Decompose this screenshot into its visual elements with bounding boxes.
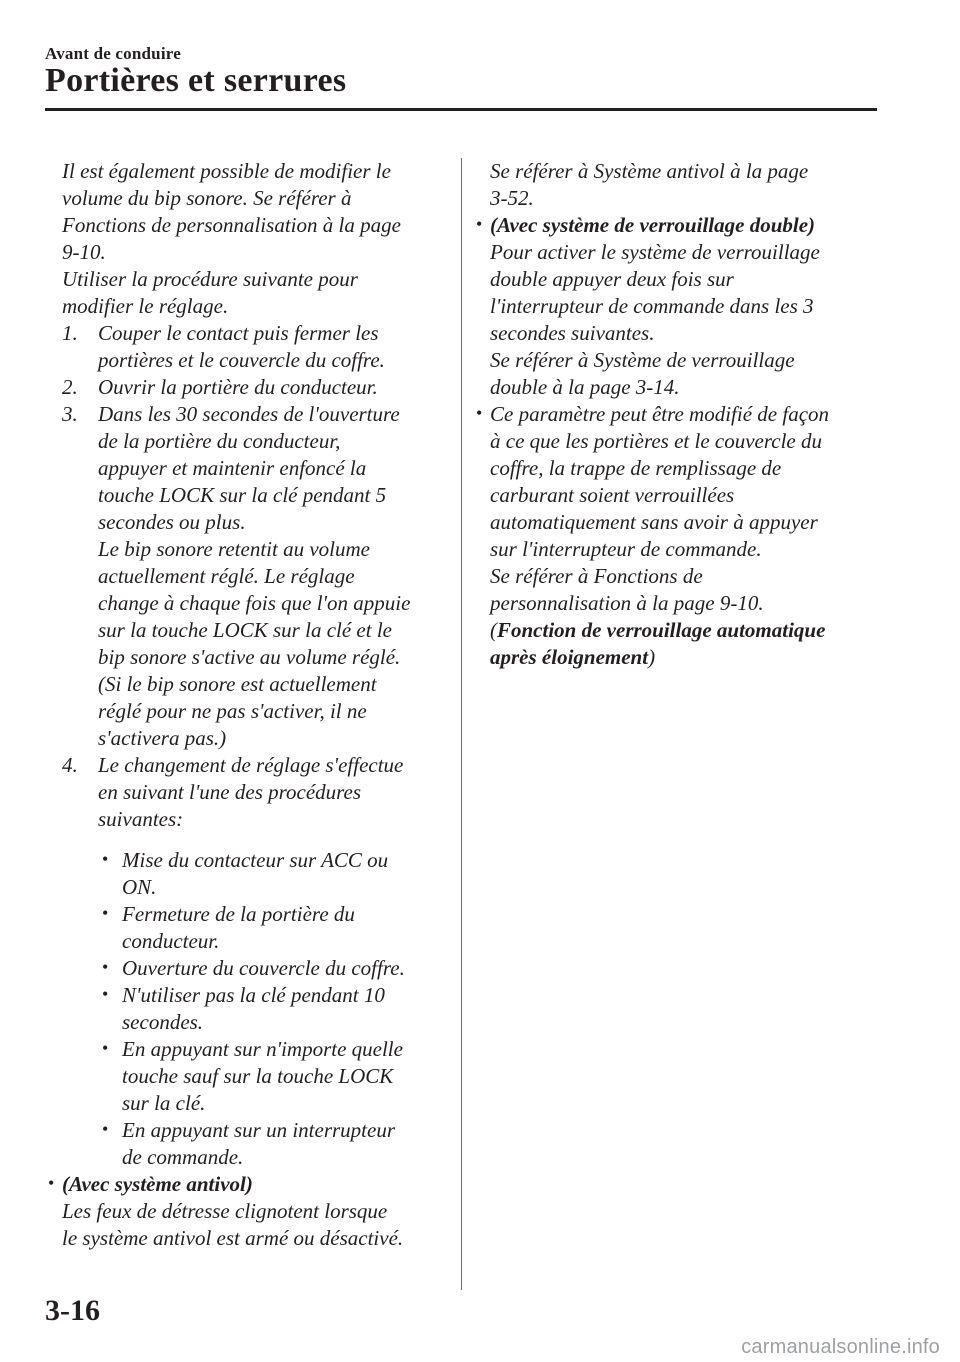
double-lock-heading (476, 212, 882, 239)
text-line: (Si le bip sonore est actuellement (98, 672, 377, 696)
section-label: Avant de conduire (45, 44, 181, 63)
paren-close: ) (648, 645, 656, 669)
text-line: Utiliser la procédure suivante pour (62, 267, 358, 291)
double-lock-paragraph (490, 239, 882, 401)
step-1 (62, 320, 462, 374)
text-line: secondes ou plus. (98, 510, 246, 534)
list-item (102, 955, 462, 982)
text-line: suivantes: (98, 807, 184, 831)
heading-bold: Fonction de verrouillage automatique (497, 618, 826, 642)
text-line: bip sonore s'active au volume réglé. (98, 645, 401, 669)
text-line: Les feux de détresse clignotent lorsque (62, 1199, 388, 1223)
note-heading: (Avec système antivol) (62, 1172, 253, 1196)
list-item (102, 901, 462, 955)
text-line: Le changement de réglage s'effectue (98, 753, 404, 777)
text-line: Se référer à Système de verrouillage (490, 348, 795, 372)
text-line: carburant soient verrouillées (490, 483, 735, 507)
text-line: s'activera pas.) (98, 726, 227, 750)
text-line: Dans les 30 secondes de l'ouverture (98, 402, 400, 426)
list-item (102, 1036, 462, 1117)
text-line: le système antivol est armé ou désactivé. (62, 1226, 404, 1250)
step-number: 3. (62, 402, 78, 426)
text-line: touche LOCK sur la clé pendant 5 (98, 483, 387, 507)
auto-lock-note (476, 401, 882, 428)
text-line: Le bip sonore retentit au volume (98, 537, 370, 561)
text-line: appuyer et maintenir enfoncé la (98, 456, 367, 480)
text-line: de commande. (122, 1145, 244, 1169)
paren-open: ( (490, 618, 497, 642)
watermark: carmanualsonline.info (741, 1336, 940, 1358)
step-3 (62, 401, 462, 752)
auto-lock-heading-cont (490, 644, 882, 671)
text-line: touche sauf sur la touche LOCK (122, 1064, 394, 1088)
step-number: 4. (62, 753, 78, 777)
text-line: ON. (122, 875, 157, 899)
text-line: Se référer à Fonctions de (490, 564, 703, 588)
text-line: modifier le réglage. (62, 294, 229, 318)
list-item (102, 847, 462, 901)
text-line: volume du bip sonore. Se référer à (62, 186, 352, 210)
text-line: réglé pour ne pas s'activer, il ne (98, 699, 367, 723)
bullet-icon: • (102, 1119, 109, 1139)
bullet-icon: • (476, 403, 483, 423)
step-2 (62, 374, 462, 401)
bullet-icon: • (102, 849, 109, 869)
text-line: double appuyer deux fois sur (490, 267, 734, 291)
chapter-title: Portières et serrures (45, 62, 347, 99)
text-line: sur l'interrupteur de commande. (490, 537, 762, 561)
text-line: Se référer à Système antivol à la page (490, 159, 809, 183)
text-line: sur la touche LOCK sur la clé et le (98, 618, 392, 642)
text-line: change à chaque fois que l'on appuie (98, 591, 411, 615)
text-line: Couper le contact puis fermer les (98, 321, 379, 345)
text-line: automatiquement sans avoir à appuyer (490, 510, 818, 534)
text-line: actuellement réglé. Le réglage (98, 564, 355, 588)
step-number: 1. (62, 321, 78, 345)
text-line: 9-10. (62, 240, 106, 264)
text-line: sur la clé. (122, 1091, 206, 1115)
antivol-note (48, 1171, 462, 1198)
text-line: En appuyant sur un interrupteur (122, 1118, 395, 1142)
text-line: personnalisation à la page 9-10. (490, 591, 764, 615)
step-number: 2. (62, 375, 78, 399)
list-item (102, 982, 462, 1036)
text-line: En appuyant sur n'importe quelle (122, 1037, 403, 1061)
heading-bold: après éloignement (490, 645, 649, 669)
text-line: secondes suivantes. (490, 321, 655, 345)
text-line: secondes. (122, 1010, 204, 1034)
text-line: de la portière du conducteur, (98, 429, 341, 453)
bullet-icon: • (102, 957, 109, 977)
text-line: Mise du contacteur sur ACC ou (122, 848, 389, 872)
text-line: Fermeture de la portière du (122, 902, 355, 926)
bullet-icon: • (102, 903, 109, 923)
auto-lock-heading (490, 617, 882, 644)
text-line: Ce paramètre peut être modifié de façon (490, 402, 830, 426)
bullet-icon: • (102, 1038, 109, 1058)
sub-bullet-list (102, 847, 462, 1171)
text-line: portières et le couvercle du coffre. (98, 348, 385, 372)
text-line: N'utiliser pas la clé pendant 10 (122, 983, 385, 1007)
header-rule (45, 108, 877, 111)
antivol-reference (490, 158, 882, 212)
note-heading: (Avec système de verrouillage double) (490, 213, 816, 237)
right-column (476, 158, 882, 671)
text-line: conducteur. (122, 929, 220, 953)
text-line: Il est également possible de modifier le (62, 159, 391, 183)
bullet-icon: • (476, 214, 483, 234)
text-line: à ce que les portières et le couvercle du (490, 429, 822, 453)
bullet-icon: • (48, 1173, 55, 1193)
page-number: 3-16 (45, 1294, 100, 1327)
antivol-paragraph (62, 1198, 462, 1252)
text-line: Ouverture du couvercle du coffre. (122, 956, 405, 980)
list-item (102, 1117, 462, 1171)
text-line: coffre, la trappe de remplissage de (490, 456, 782, 480)
left-column (48, 158, 462, 1252)
text-line: Ouvrir la portière du conducteur. (98, 375, 378, 399)
text-line: l'interrupteur de commande dans les 3 (490, 294, 814, 318)
text-line: Pour activer le système de verrouillage (490, 240, 820, 264)
text-line: 3-52. (490, 186, 534, 210)
auto-lock-paragraph (490, 428, 882, 671)
intro-paragraph (62, 158, 462, 320)
text-line: double à la page 3-14. (490, 375, 680, 399)
bullet-icon: • (102, 984, 109, 1004)
text-line: Fonctions de personnalisation à la page (62, 213, 401, 237)
text-line: en suivant l'une des procédures (98, 780, 362, 804)
step-4 (62, 752, 462, 833)
